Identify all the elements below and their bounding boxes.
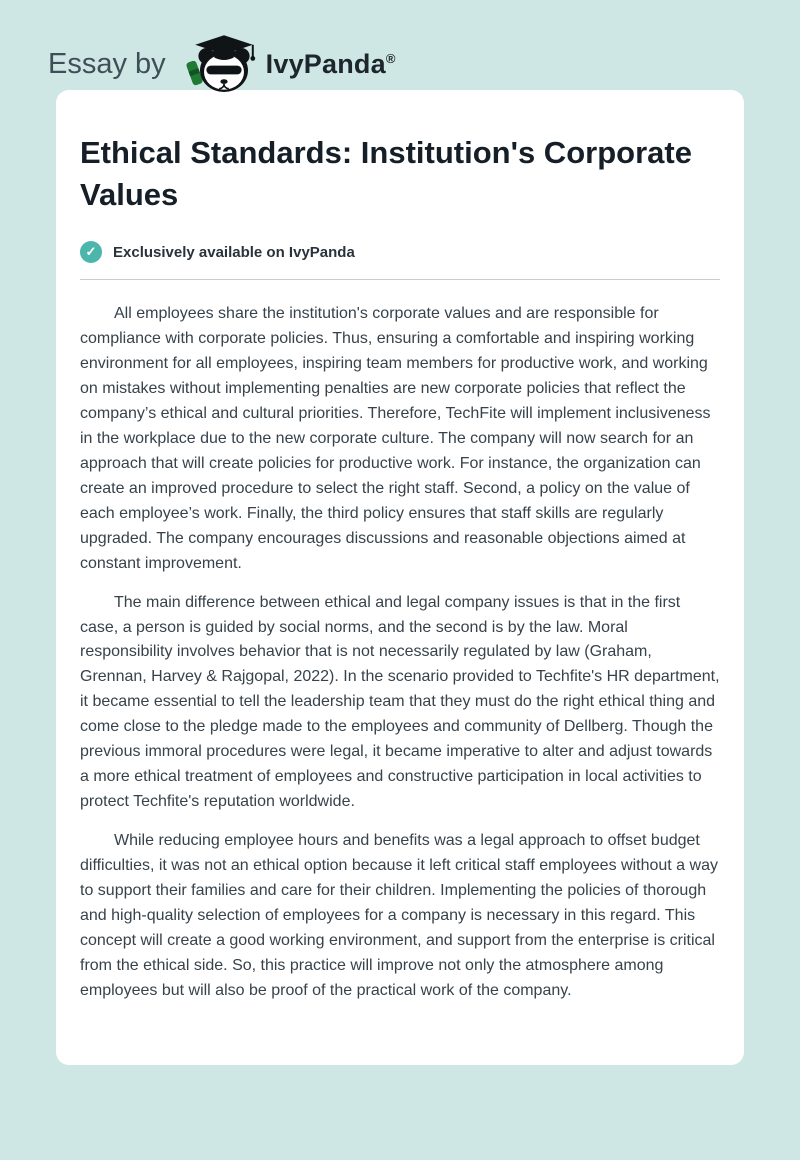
essay-paragraph-3: While reducing employee hours and benefits was a legal approach to offset budget difficulties, it was not an ethical option because it left critical staff employees without a way to support their families and care for their children. Implementing the policies of thorough and high-quality selection of employees for a company is necessary in this regard. This concept will create a good working environment, and support from the enterprise is critical from the ethical side. So, this practice will improve not only the atmosphere among employees but will also be proof of the practical work of the company. — [80, 832, 718, 999]
divider — [80, 279, 720, 280]
check-icon — [80, 241, 102, 263]
availability-label: Exclusively available on IvyPanda — [113, 243, 355, 261]
essay-by-label: Essay by — [48, 47, 166, 80]
brand-text: IvyPanda — [265, 48, 386, 79]
availability-badge — [80, 241, 720, 263]
ivypanda-logo[interactable] — [184, 32, 396, 96]
essay-paragraph-1: All employees share the institution's corporate values and are responsible for compliance with corporate policies. Thus, ensuring a comfortable and inspiring working environment for all employees, inspiring team members for productive work, and working on mistakes without implementing penalties are new corporate policies that reflect the company’s ethical and cultural priorities. Therefore, TechFite will implement inclusiveness in the workplace due to the new corporate culture. The company will now search for an approach that will create policies for productive work. For instance, the organization can create an improved procedure to select the right staff. Second, a policy on the value of each employee’s work. Finally, the third policy ensures that staff skills are regularly upgraded. The company encourages discussions and reasonable objections aimed at constant improvement. — [80, 305, 711, 572]
essay-card — [56, 90, 744, 1065]
brand-name — [266, 49, 396, 80]
panda-logo-icon — [184, 32, 256, 96]
essay-paragraph-2: The main difference between ethical and legal company issues is that in the first case, a person is guided by social norms, and the second is by the law. Moral responsibility involves behavior that is not necessarily regulated by law (Graham, Grennan, Harvey & Rajgopal, 2022). In the scenario provided to Techfite's HR department, it became essential to tell the leadership team that they must do the right ethical thing and come close to the pledge made to the employees and community of Dellberg. Though the previous immoral procedures were legal, it became imperative to alter and adjust towards a more ethical treatment of employees and constructive participation in local activities to protect Techfite's reputation worldwide. — [80, 593, 720, 811]
registered-mark: ® — [385, 50, 396, 66]
page-title: Ethical Standards: Institution's Corporate Values — [80, 135, 692, 212]
check-glyph: ✓ — [85, 244, 97, 260]
page-header — [0, 0, 800, 90]
